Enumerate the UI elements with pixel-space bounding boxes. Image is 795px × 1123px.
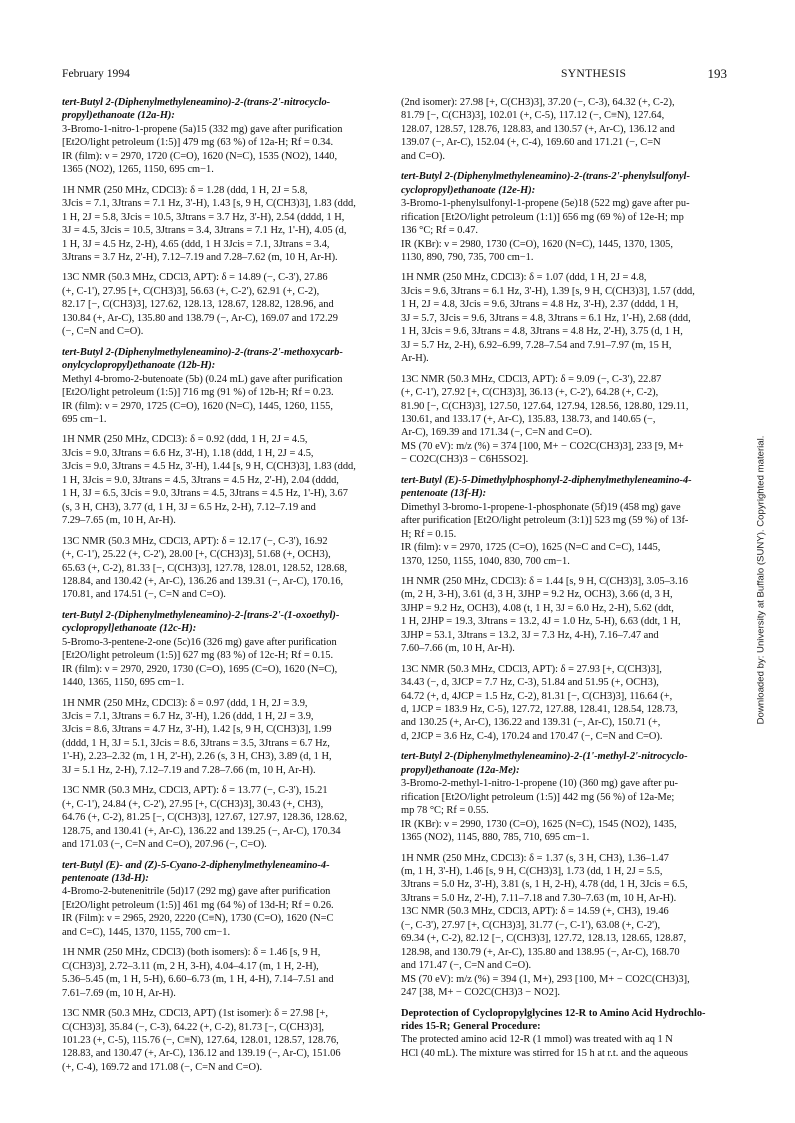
paragraph	[401, 197, 731, 264]
text-line: 130.61, and 133.17 (+, Ar-C), 135.83, 138.73, and 140.65 (−,	[401, 413, 656, 425]
text-line: 1 H, 3Jcis = 9.6, 3Jtrans = 4.8, 3Jtrans = 4.8 Hz, 2'-H), 3.75 (d, 1 H,	[401, 326, 683, 338]
text-line: 139.07 (−, Ar-C), 152.04 (+, C-4), 169.60 and 171.21 (−, C=N	[401, 137, 661, 149]
text-line: 1H NMR (250 MHz, CDCl3): δ = 1.44 [s, 9 H, C(CH3)3], 3.05–3.16	[401, 575, 688, 587]
text-line: 7.61–7.69 (m, 10 H, Ar-H).	[62, 987, 176, 999]
text-line: (dddd, 1 H, 3J = 5.1, 3Jcis = 8.6, 3Jtrans = 3.5, 3Jtrans = 6.7 Hz,	[62, 737, 330, 749]
paragraph	[401, 852, 731, 1000]
text-line: The protected amino acid 12-R (1 mmol) was treated with aq 1 N	[401, 1034, 673, 1046]
text-line: 4-Bromo-2-butenenitrile (5d)17 (292 mg) gave after purification	[62, 886, 331, 898]
text-line: 3J = 5.1 Hz, 2-H), 7.12–7.19 and 7.28–7.66 (m, 10 H, Ar-H).	[62, 764, 316, 776]
text-line: IR (KBr): ν = 2980, 1730 (C=O), 1620 (N=C), 1445, 1370, 1305,	[401, 238, 673, 250]
paragraph	[401, 271, 731, 365]
text-line: Deprotection of Cyclopropylglycines 12-R to Amino Acid Hydrochlo-	[401, 1007, 706, 1019]
section-heading	[401, 750, 731, 777]
text-line: 3Jcis = 9.0, 3Jtrans = 4.5 Hz, 3'-H), 1.44 [s, 9 H, C(CH3)3], 1.83 (ddd,	[62, 461, 356, 473]
download-watermark	[754, 300, 768, 860]
text-line: and C=O).	[401, 150, 445, 162]
text-line: (+, C-4), 169.72 and 171.08 (−, C=N and C=O).	[62, 1061, 263, 1073]
text-line: 64.76 (+, C-2), 81.25 [−, C(CH3)3], 127.67, 127.97, 128.36, 128.62,	[62, 812, 348, 824]
text-line: rification [Et2O/light petroleum (1:5)] 442 mg (56 %) of 12a-Me;	[401, 791, 675, 803]
text-line: 3Jcis = 8.6, 3Jtrans = 4.7 Hz, 3'-H), 1.42 [s, 9 H, C(CH3)3], 1.99	[62, 724, 332, 736]
text-line: IR (film): ν = 2970, 1725 (C=O), 1625 (N=C and C=C), 1445,	[401, 542, 661, 554]
text-line: cyclopropyl)ethanoate (12e-H):	[401, 184, 536, 196]
section-heading	[62, 609, 392, 636]
text-line: 3Jtrans = 5.0 Hz, 2'-H), 7.11–7.18 and 7.30–7.63 (m, 10 H, Ar-H).	[401, 892, 677, 904]
text-line: 3J = 4.5, 3Jcis = 10.5, 3Jtrans = 3.4, 3Jtrans = 7.1 Hz, 1'-H), 4.05 (d,	[62, 225, 347, 237]
paragraph	[62, 184, 392, 265]
text-line: mp 78 °C; Rf = 0.55.	[401, 805, 489, 817]
text-line: 1'-H), 2.23–2.32 (m, 1 H, 2'-H), 2.26 (s, 3 H, CH3), 3.89 (d, 1 H,	[62, 751, 332, 763]
text-line: HCl (40 mL). The mixture was stirred for 15 h at r.t. and the aqueous	[401, 1047, 688, 1059]
text-line: d, 2JCP = 3.6 Hz, C-4), 170.24 and 170.47 (−, C=N and C=O).	[401, 730, 663, 742]
text-line: 128.83, and 130.47 (+, Ar-C), 136.12 and 139.19 (−, Ar-C), 151.06	[62, 1048, 341, 1060]
text-line: MS (70 eV): m/z (%) = 394 (1, M+), 293 [100, M+ − CO2C(CH3)3],	[401, 973, 690, 985]
text-line: 5.36–5.45 (m, 1 H, 5-H), 6.60–6.73 (m, 1 H, 4-H), 7.14–7.51 and	[62, 974, 334, 986]
text-line: 1 H, 2J = 5.8, 3Jcis = 10.5, 3Jtrans = 3.7 Hz, 3'-H), 2.54 (dddd, 1 H,	[62, 211, 345, 223]
text-line: 3-Bromo-1-nitro-1-propene (5a)15 (332 mg) gave after purification	[62, 123, 343, 135]
paragraph	[401, 373, 731, 467]
paragraph	[401, 575, 731, 656]
text-line: MS (70 eV): m/z (%) = 374 [100, M+ − CO2C(CH3)3], 233 [9, M+	[401, 440, 684, 452]
paragraph	[62, 636, 392, 690]
header-journal: SYNTHESIS	[561, 67, 627, 80]
text-line: IR (KBr): ν = 2990, 1730 (C=O), 1625 (N=C), 1545 (NO2), 1435,	[401, 818, 677, 830]
text-line: (+, C-1'), 25.22 (+, C-2'), 28.00 [+, C(CH3)3], 51.68 (+, OCH3),	[62, 549, 331, 561]
text-line: (+, C-1'), 27.95 [+, C(CH3)3], 56.63 (+, C-2'), 62.91 (+, C-2),	[62, 285, 320, 297]
text-line: and C=C), 1445, 1370, 1155, 700 cm−1.	[62, 926, 231, 938]
paragraph	[62, 784, 392, 851]
text-line: 3Jcis = 7.1, 3Jtrans = 7.1 Hz, 3'-H), 1.43 [s, 9 H, C(CH3)3], 1.83 (ddd,	[62, 198, 356, 210]
text-line: 13C NMR (50.3 MHz, CDCl3, APT): δ = 9.09 (−, C-3'), 22.87	[401, 373, 662, 385]
text-line: (+, C-1'), 27.92 [+, C(CH3)3], 36.13 (+, C-2'), 64.28 (+, C-2),	[401, 387, 659, 399]
paragraph	[401, 501, 731, 568]
text-line: (+, C-1'), 24.84 (+, C-2'), 27.95 [+, C(CH3)3], 30.43 (+, CH3),	[62, 798, 324, 810]
section-heading	[62, 859, 392, 886]
text-line: [Et2O/light petroleum (1:5)] 627 mg (83 %) of 12c-H; Rf = 0.15.	[62, 650, 334, 662]
text-line: tert-Butyl 2-(Diphenylmethyleneamino)-2-(trans-2'-nitrocyclo-	[62, 97, 331, 108]
text-line: 81.79 [−, C(CH3)3], 102.01 (+, C-5), 117.12 (−, C≡N), 127.64,	[401, 110, 665, 122]
text-line: 128.98, and 130.79 (+, Ar-C), 135.80 and 138.95 (−, Ar-C), 168.70	[401, 946, 680, 958]
text-line: 3JHP = 53.1, 3Jtrans = 13.2, 3J = 7.3 Hz, 4-H), 7.16–7.47 and	[401, 629, 659, 641]
text-line: tert-Butyl 2-(Diphenylmethyleneamino)-2-(trans-2'-phenylsulfonyl-	[401, 171, 690, 183]
text-line: Methyl 4-bromo-2-butenoate (5b) (0.24 mL) gave after purification	[62, 373, 343, 385]
text-line: 13C NMR (50.3 MHz, CDCl3, APT): δ = 14.59 (+, CH3), 19.46	[401, 906, 669, 918]
text-line: 170.81, and 174.51 (−, C=N and C=O).	[62, 589, 226, 601]
text-line: 13C NMR (50.3 MHz, CDCl3, APT): δ = 14.89 (−, C-3'), 27.86	[62, 272, 328, 284]
text-line: 65.63 (+, C-2), 81.33 [−, C(CH3)3], 127.78, 128.01, 128.52, 128.68,	[62, 562, 348, 574]
paragraph	[62, 885, 392, 939]
text-line: and 171.47 (−, C=N and C=O).	[401, 960, 532, 972]
text-line: 3J = 5.7 Hz, 2-H), 6.92–6.99, 7.28–7.54 and 7.91–7.97 (m, 15 H,	[401, 339, 672, 351]
text-line: (2nd isomer): 27.98 [+, C(CH3)3], 37.20 (−, C-3), 64.32 (+, C-2),	[401, 97, 675, 108]
text-line: 7.29–7.65 (m, 10 H, Ar-H).	[62, 515, 176, 527]
text-line: d, 1JCP = 183.9 Hz, C-5), 127.72, 127.88, 128.41, 128.54, 128.73,	[401, 704, 678, 716]
text-line: 3Jcis = 9.0, 3Jtrans = 6.6 Hz, 3'-H), 1.18 (ddd, 1 H, 2J = 4.5,	[62, 447, 314, 459]
text-line: 1H NMR (250 MHz, CDCl3) (both isomers): δ = 1.46 [s, 9 H,	[62, 947, 321, 959]
text-line: after purification [Et2O/light petroleum (3:1)] 523 mg (59 %) of 13f-	[401, 515, 689, 527]
text-line: (−, C-3'), 27.97 [+, C(CH3)3], 31.77 (−, C-1'), 63.08 (+, C-2'),	[401, 919, 661, 931]
text-line: 1130, 890, 790, 735, 700 cm−1.	[401, 251, 534, 263]
text-line: 1370, 1250, 1155, 1040, 830, 700 cm−1.	[401, 555, 570, 567]
text-line: 1H NMR (250 MHz, CDCl3): δ = 1.37 (s, 3 H, CH3), 1.36–1.47	[401, 852, 669, 864]
text-line: 13C NMR (50.3 MHz, CDCl3, APT): δ = 13.77 (−, C-3'), 15.21	[62, 785, 328, 797]
text-line: 3JHP = 9.2 Hz, OCH3), 4.08 (t, 1 H, 3J = 6.0 Hz, 2-H), 5.62 (ddt,	[401, 602, 674, 614]
text-line: 82.17 [−, C(CH3)3], 127.62, 128.13, 128.67, 128.82, 128.96, and	[62, 299, 334, 311]
text-line: IR (film): ν = 2970, 2920, 1730 (C=O), 1695 (C=O), 1620 (N=C),	[62, 663, 338, 675]
paragraph	[62, 373, 392, 427]
text-line: 3-Bromo-1-phenylsulfonyl-1-propene (5e)18 (522 mg) gave after pu-	[401, 198, 690, 210]
text-line: IR (film): ν = 2970, 1725 (C=O), 1620 (N=C), 1445, 1260, 1155,	[62, 400, 333, 412]
text-line: rides 15-R; General Procedure:	[401, 1021, 541, 1032]
text-line: 7.60–7.66 (m, 10 H, Ar-H).	[401, 643, 515, 655]
paragraph	[62, 433, 392, 527]
paragraph	[401, 777, 731, 844]
right-column	[401, 96, 731, 1067]
text-line: 5-Bromo-3-pentene-2-one (5c)16 (326 mg) gave after purification	[62, 636, 337, 648]
text-line: [Et2O/light petroleum (1:5)] 461 mg (64 %) of 13d-H; Rf = 0.26.	[62, 899, 334, 911]
download-notice: Downloaded by: University at Buffalo (SUNY). Copyrighted material.	[755, 435, 767, 725]
text-line: (−, C=N and C=O).	[62, 326, 144, 338]
text-line: Dimethyl 3-bromo-1-propene-1-phosphonate (5f)19 (458 mg) gave	[401, 501, 681, 513]
paragraph	[62, 697, 392, 778]
text-line: tert-Butyl (E)- and (Z)-5-Cyano-2-diphenylmethyleneamino-4-	[62, 859, 330, 871]
paragraph	[62, 271, 392, 338]
text-line: 1 H, 3J = 6.5, 3Jcis = 9.0, 3Jtrans = 4.5, 3Jtrans = 4.5 Hz, 1'-H), 3.67	[62, 488, 348, 500]
paragraph	[62, 123, 392, 177]
paragraph	[401, 663, 731, 744]
text-line: and 130.25 (+, Ar-C), 136.22 and 139.31 (−, Ar-C), 150.71 (+,	[401, 717, 661, 729]
text-line: 13C NMR (50.3 MHz, CDCl3, APT) (1st isomer): δ = 27.98 [+,	[62, 1008, 328, 1020]
text-line: tert-Butyl 2-(Diphenylmethyleneamino)-2-(1'-methyl-2'-nitrocyclo-	[401, 751, 688, 763]
header-date: February 1994	[62, 67, 130, 80]
text-line: 13C NMR (50.3 MHz, CDCl3, APT): δ = 27.93 [+, C(CH3)3],	[401, 663, 662, 675]
text-line: pentenoate (13f-H):	[401, 488, 487, 500]
text-line: 1H NMR (250 MHz, CDCl3): δ = 1.07 (ddd, 1 H, 2J = 4.8,	[401, 272, 647, 284]
text-line: 128.75, and 130.41 (+, Ar-C), 136.22 and 139.25 (−, Ar-C), 170.34	[62, 825, 341, 837]
paragraph	[401, 1033, 731, 1060]
text-line: IR (Film): ν = 2965, 2920, 2220 (C≡N), 1730 (C=O), 1620 (N=C	[62, 913, 334, 925]
text-line: 1H NMR (250 MHz, CDCl3): δ = 0.92 (ddd, 1 H, 2J = 4.5,	[62, 434, 308, 446]
text-line: − CO2C(CH3)3 − C6H5SO2].	[401, 454, 529, 466]
text-line: 101.23 (+, C-5), 115.76 (−, C≡N), 127.64, 128.01, 128.57, 128.76,	[62, 1035, 339, 1046]
paragraph	[62, 1007, 392, 1074]
left-column	[62, 96, 392, 1081]
text-line: 128.84, and 130.42 (+, Ar-C), 136.26 and 139.31 (−, Ar-C), 170.16,	[62, 575, 344, 587]
text-line: tert-Butyl 2-(Diphenylmethyleneamino)-2-[trans-2'-(1-oxoethyl)-	[62, 609, 340, 621]
text-line: tert-Butyl 2-(Diphenylmethyleneamino)-2-(trans-2'-methoxycarb-	[62, 346, 343, 358]
section-heading	[62, 96, 392, 123]
text-line: cyclopropyl]ethanoate (12c-H):	[62, 623, 197, 635]
text-line: 34.43 (−, d, 3JCP = 7.7 Hz, C-3), 51.84 and 51.95 (+, OCH3),	[401, 677, 659, 689]
text-line: 81.90 [−, C(CH3)3], 127.50, 127.64, 127.94, 128.56, 128.80, 129.11,	[401, 400, 689, 412]
text-line: 247 [38, M+ − CO2C(CH3)3 − NO2].	[401, 987, 561, 999]
section-heading	[401, 170, 731, 197]
text-line: C(CH3)3], 35.84 (−, C-3), 64.22 (+, C-2), 81.73 [−, C(CH3)3],	[62, 1021, 325, 1033]
text-line: 128.07, 128.57, 128.76, 128.83, and 130.57 (+, Ar-C), 136.12 and	[401, 123, 675, 135]
text-line: rification [Et2O/light petroleum (1:1)] 656 mg (69 %) of 12e-H; mp	[401, 211, 684, 223]
text-line: IR (film): ν = 2970, 1720 (C=O), 1620 (N=C), 1535 (NO2), 1440,	[62, 150, 338, 162]
text-line: onylcyclopropyl)ethanoate (12b-H):	[62, 360, 216, 372]
text-line: 1 H, 2J = 4.8, 3Jcis = 9.6, 3Jtrans = 4.8 Hz, 3'-H), 2.37 (dddd, 1 H,	[401, 299, 679, 311]
text-line: 3Jcis = 9.6, 3Jtrans = 6.1 Hz, 3'-H), 1.39 [s, 9 H, C(CH3)3], 1.57 (ddd,	[401, 285, 695, 297]
text-line: tert-Butyl (E)-5-Dimethylphosphonyl-2-diphenylmethyleneamino-4-	[401, 474, 692, 486]
text-line: (m, 1 H, 3'-H), 1.46 [s, 9 H, C(CH3)3], 1.73 (dd, 1 H, 2J = 5.5,	[401, 866, 663, 878]
text-line: 69.34 (+, C-2), 82.12 [−, C(CH3)3], 127.72, 128.13, 128.65, 128.87,	[401, 933, 687, 945]
text-line: [Et2O/light petroleum (1:5)] 716 mg (91 %) of 12b-H; Rf = 0.23.	[62, 387, 334, 399]
text-line: 3Jtrans = 3.7 Hz, 2'-H), 7.12–7.19 and 7.28–7.62 (m, 10 H, Ar-H).	[62, 251, 338, 263]
paragraph	[401, 96, 731, 163]
text-line: 3-Bromo-2-methyl-1-nitro-1-propene (10) (360 mg) gave after pu-	[401, 778, 678, 790]
text-line: 1 H, 3Jcis = 9.0, 3Jtrans = 4.5, 3Jtrans = 4.5 Hz, 2'-H), 2.04 (dddd,	[62, 474, 339, 486]
text-line: propyl)ethanoate (12a-Me):	[401, 764, 520, 776]
text-line: 695 cm−1.	[62, 413, 107, 425]
text-line: 130.84 (+, Ar-C), 135.80 and 138.79 (−, Ar-C), 169.07 and 172.29	[62, 312, 338, 324]
text-line: (m, 2 H, 3-H), 3.61 (d, 3 H, 3JHP = 9.2 Hz, OCH3), 3.66 (d, 3 H,	[401, 589, 673, 601]
text-line: [Et2O/light petroleum (1:5)] 479 mg (63 %) of 12a-H; Rf = 0.34.	[62, 137, 334, 149]
text-line: propyl)ethanoate (12a-H):	[62, 110, 175, 122]
text-line: Ar-H).	[401, 353, 429, 365]
text-line: 1 H, 2JHP = 19.3, 3Jtrans = 13.2, 4J = 1.0 Hz, 5-H), 6.63 (ddt, 1 H,	[401, 616, 681, 628]
paragraph	[62, 946, 392, 1000]
text-line: 1H NMR (250 MHz, CDCl3): δ = 0.97 (ddd, 1 H, 2J = 3.9,	[62, 697, 308, 709]
text-line: pentenoate (13d-H):	[62, 873, 149, 885]
text-line: H; Rf = 0.15.	[401, 528, 457, 540]
page-header	[62, 66, 727, 82]
paragraph	[62, 535, 392, 602]
header-page-number: 193	[707, 66, 727, 81]
text-line: 13C NMR (50.3 MHz, CDCl3, APT): δ = 12.17 (−, C-3'), 16.92	[62, 535, 328, 547]
text-line: 1365 (NO2), 1265, 1150, 695 cm−1.	[62, 164, 214, 176]
text-line: 1H NMR (250 MHz, CDCl3): δ = 1.28 (ddd, 1 H, 2J = 5.8,	[62, 184, 308, 196]
text-line: 1365 (NO2), 1145, 880, 785, 710, 695 cm−1.	[401, 832, 590, 844]
text-line: 1440, 1365, 1150, 695 cm−1.	[62, 677, 185, 689]
text-line: 3J = 5.7, 3Jcis = 9.6, 3Jtrans = 4.8, 3Jtrans = 6.1 Hz, 1'-H), 2.68 (ddd,	[401, 312, 691, 324]
section-heading	[401, 1007, 731, 1034]
text-line: 3Jtrans = 5.0 Hz, 3'-H), 3.81 (s, 1 H, 2-H), 4.78 (dd, 1 H, 3Jcis = 6.5,	[401, 879, 688, 891]
section-heading	[401, 474, 731, 501]
text-line: C(CH3)3], 2.72–3.11 (m, 2 H, 3-H), 4.04–4.17 (m, 1 H, 2-H),	[62, 960, 319, 972]
text-line: 136 °C; Rf = 0.47.	[401, 225, 478, 237]
text-line: Ar-C), 169.39 and 171.34 (−, C=N and C=O).	[401, 427, 593, 439]
text-line: 1 H, 3J = 4.5 Hz, 2-H), 4.65 (ddd, 1 H 3Jcis = 7.1, 3Jtrans = 3.4,	[62, 238, 330, 250]
text-line: and 171.03 (−, C=N and C=O), 207.96 (−, C=O).	[62, 839, 267, 851]
text-line: 3Jcis = 7.1, 3Jtrans = 6.7 Hz, 3'-H), 1.26 (ddd, 1 H, 2J = 3.9,	[62, 711, 314, 723]
text-line: (s, 3 H, CH3), 3.77 (d, 1 H, 3J = 6.5 Hz, 2-H), 7.12–7.19 and	[62, 501, 316, 513]
text-line: 64.72 (+, d, 4JCP = 1.5 Hz, C-2), 81.31 [−, C(CH3)3], 116.64 (+,	[401, 690, 673, 702]
section-heading	[62, 346, 392, 373]
